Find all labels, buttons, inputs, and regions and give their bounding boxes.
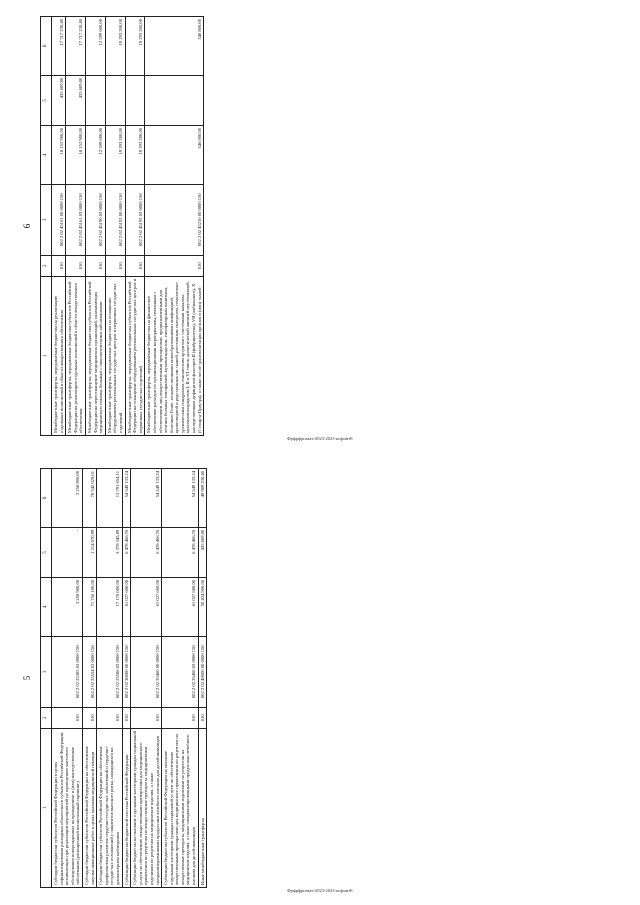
- row-budget-code: 002 2 02 35460 00 0000 150: [131, 636, 162, 707]
- footer-stamp: Фрфрфрпакет/2023-2023-исфинтЕ: [287, 436, 353, 441]
- row-name: Межбюджетные трансферты, передаваемые бюджетам субъектов Российской Федерации на переоснащение медицинских организаций, оказывающих медицинскую помощь больным с онкологическими заболеваниями: [85, 276, 105, 435]
- row-value-result: 12 599 600,00: [85, 17, 105, 76]
- footer-stamp: Фрфрфрпакет/2023-2023-исфинтЕ: [287, 888, 353, 893]
- column-header: 2: [41, 255, 52, 276]
- row-group-code: 010: [145, 255, 204, 276]
- row-value-plan: 18 152 900,00: [52, 125, 66, 184]
- table-header-row: [41, 17, 52, 436]
- row-name: Межбюджетные трансферты, передаваемые бюджетам субъектов Российской Федерации на оснащение оборудованием региональных сосудистых центров и первичных сосудистых отделений: [125, 276, 145, 435]
- row-name: Субвенции бюджетам бюджетной системы Российской Федерации: [122, 728, 131, 887]
- row-value-result: 17 717 230,40: [66, 17, 86, 76]
- row-value-change: 3 378 345,89: [97, 527, 122, 577]
- row-value-plan: 50 424 900,00: [198, 577, 207, 636]
- column-header: 3: [41, 184, 52, 255]
- row-value-plan: 19 293 200,00: [105, 125, 125, 184]
- budget-table: [40, 16, 204, 436]
- row-name: Субсидии бюджетам субъектов Российской Федерации на обеспечение профилактики развития сердечно-сосудистых заболеваний и сердечно-сосудистых осложнений у пациентов высокого риска, находящихся на диспансерном наблюдении: [97, 728, 122, 887]
- row-value-change: 6 478 466,76: [131, 527, 162, 577]
- row-value-plan: 61 027 600,00: [162, 577, 199, 636]
- table-row: [97, 469, 122, 888]
- row-group-code: 010: [52, 707, 83, 728]
- row-group-code: 010: [105, 255, 125, 276]
- column-header: 6: [41, 17, 52, 76]
- column-header: 5: [41, 527, 52, 577]
- column-header: 4: [41, 125, 52, 184]
- row-group-code: 010: [66, 255, 86, 276]
- row-group-code: 010: [198, 707, 207, 728]
- rotated-table-container: [22, 16, 600, 436]
- row-name: Межбюджетные трансферты, передаваемые бюджетам на реализацию отдельных полномочий в области лекарственного обеспечения: [52, 276, 66, 435]
- row-value-change: [145, 75, 204, 125]
- row-value-result: 17 717 230,40: [52, 17, 66, 76]
- row-budget-code: 002 2 02 45192 00 0000 150: [105, 184, 125, 255]
- page-five: [0, 452, 640, 904]
- row-value-plan: 61 027 600,00: [122, 577, 131, 636]
- row-budget-code: 002 2 02 45192 02 0000 150: [125, 184, 145, 255]
- budget-table: [40, 468, 207, 888]
- table-row: [125, 17, 145, 436]
- row-name: Иные межбюджетные трансферты: [198, 728, 207, 887]
- rotated-table-container: [22, 468, 600, 888]
- page-number: 5: [22, 675, 32, 681]
- row-budget-code: 002 2 02 25385 02 0000 150: [52, 636, 83, 707]
- row-value-change: [85, 75, 105, 125]
- table-row: [82, 469, 96, 888]
- column-header: 1: [41, 728, 52, 887]
- row-name: Межбюджетные трансферты, передаваемые бюджетам на финансовое обеспечение расходов по организационным мероприятиям, связанным с обеспечением лиц лекарственными препаратами, предназначенными для лечения больных гемофилией, муковисцидозом, гипофизарным нанизмом, болезнью Гоше, злокачественными новообразованиями лимфоидной, кроветворной и родственных им тканей, рассеянным склерозом, гемолитико-уремическим синдромом, юношеским артритом с системным началом, мукополисахаридозом I, II и VI типов, апластической анемией неуточненной, наследственным дефицитом факторов II (фибриногена), VII (лабильного), X (Стюарта-Прауэра), а также после трансплантации органов и (или) тканей: [145, 276, 204, 435]
- row-value-result: 70 542 029,01: [82, 469, 96, 528]
- table-row: [66, 17, 86, 436]
- row-group-code: 010: [122, 707, 131, 728]
- row-name: Субсидии бюджетам субъектов Российской Федерации на обеспечение закупки авиационных работ в целях оказания медицинской помощи: [82, 728, 96, 887]
- page-six: [0, 0, 640, 452]
- row-value-result: 54 549 133,24: [122, 469, 131, 528]
- column-header: 2: [41, 707, 52, 728]
- row-value-change: 6 478 466,76: [122, 527, 131, 577]
- row-budget-code: 002 2 02 45216 00 0000 150: [145, 184, 204, 255]
- row-group-code: 010: [125, 255, 145, 276]
- row-group-code: 010: [131, 707, 162, 728]
- row-group-code: 010: [82, 707, 96, 728]
- row-name: Межбюджетные трансферты, передаваемые бюджетам субъектов Российской Федерации на реализацию отдельных полномочий в области лекарственного обеспечения: [66, 276, 86, 435]
- column-header: 4: [41, 577, 52, 636]
- row-budget-code: 002 2 02 45190 02 0000 150: [85, 184, 105, 255]
- row-value-plan: 3 258 900,00: [52, 577, 83, 636]
- row-value-plan: 12 599 600,00: [85, 125, 105, 184]
- row-name: Субсидии бюджетам субъектов Российской Федерации в целях софинансирования расходных обязательств субъектов Российской Федерации, возникающих при реализации мероприятий по проведению массового обследования новорожденных на врожденные и (или) наследственные заболевания (расширенный неонатальный скрининг): [52, 728, 83, 887]
- row-value-change: [125, 75, 145, 125]
- row-value-change: 1 214 070,99: [82, 527, 96, 577]
- row-value-change: -: [52, 527, 83, 577]
- table-row: [131, 469, 162, 888]
- table-row: [145, 17, 204, 436]
- row-value-result: 54 549 133,24: [131, 469, 162, 528]
- table-row: [122, 469, 131, 888]
- row-name: Межбюджетные трансферты, передаваемые бюджетам на оснащение оборудованием региональных сосудистых центров и первичных сосудистых отделений: [105, 276, 125, 435]
- row-value-result: 346 800,00: [145, 17, 204, 76]
- row-value-plan: 19 293 200,00: [125, 125, 145, 184]
- row-name: Субвенции бюджетам субъектов Российской Федерации на оказание отдельным категориям граждан социальной услуги по обеспечению лекарственными препаратами для медицинского применения по рецептам на лекарственные препараты, медицинскими изделиями по рецептам на медицинские изделия, а также специализированными продуктами лечебного питания для детей-инвалидов: [162, 728, 199, 887]
- row-value-result: 3 258 900,00: [52, 469, 83, 528]
- row-value-result: 19 293 200,00: [125, 17, 145, 76]
- column-header: 3: [41, 636, 52, 707]
- row-value-plan: 17 170 000,00: [97, 577, 122, 636]
- row-budget-code: 002 2 02 25586 02 0000 150: [97, 636, 122, 707]
- row-value-plan: 346 800,00: [145, 125, 204, 184]
- row-value-result: 13 791 654,11: [97, 469, 122, 528]
- row-budget-code: 002 2 02 45161 00 0000 150: [52, 184, 66, 255]
- row-value-change: [105, 75, 125, 125]
- row-value-result: 49 989 230,40: [198, 469, 207, 528]
- row-group-code: 010: [162, 707, 199, 728]
- column-header: 5: [41, 75, 52, 125]
- row-value-result: 19 293 200,00: [105, 17, 125, 76]
- row-budget-code: 002 2 02 40000 00 0000 150: [198, 636, 207, 707]
- row-group-code: 010: [97, 707, 122, 728]
- table-row: [162, 469, 199, 888]
- row-value-change: 6 478 466,76: [162, 527, 199, 577]
- table-row: [85, 17, 105, 436]
- page-number: 6: [22, 223, 32, 229]
- row-value-plan: 61 027 600,00: [131, 577, 162, 636]
- row-name: Субвенции бюджетам на оказание отдельным категориям граждан социальной услуги по обеспечению лекарственными препаратами для медицинского применения по рецептам на лекарственные препараты, медицинскими изделиями по рецептам на медицинские изделия, а также специализированными продуктами лечебного питания для детей-инвалидов: [131, 728, 162, 887]
- row-value-change: 435 609,00: [66, 75, 86, 125]
- table-row: [198, 469, 207, 888]
- table-row: [52, 469, 83, 888]
- row-budget-code: 002 2 02 35460 02 0000 150: [162, 636, 199, 707]
- row-budget-code: 002 2 02 25554 02 0000 150: [82, 636, 96, 707]
- column-header: 1: [41, 276, 52, 435]
- row-value-plan: 71 756 100,00: [82, 577, 96, 636]
- column-header: 6: [41, 469, 52, 528]
- row-budget-code: 002 2 02 45161 02 0000 150: [66, 184, 86, 255]
- row-value-plan: 18 152 900,00: [66, 125, 86, 184]
- row-value-result: 54 549 133,24: [162, 469, 199, 528]
- row-budget-code: 002 2 02 30000 00 0000 150: [122, 636, 131, 707]
- row-value-change: 435 609,00: [198, 527, 207, 577]
- table-row: [52, 17, 66, 436]
- row-value-change: 435 609,00: [52, 75, 66, 125]
- table-row: [105, 17, 125, 436]
- row-group-code: 010: [85, 255, 105, 276]
- table-header-row: [41, 469, 52, 888]
- row-group-code: 010: [52, 255, 66, 276]
